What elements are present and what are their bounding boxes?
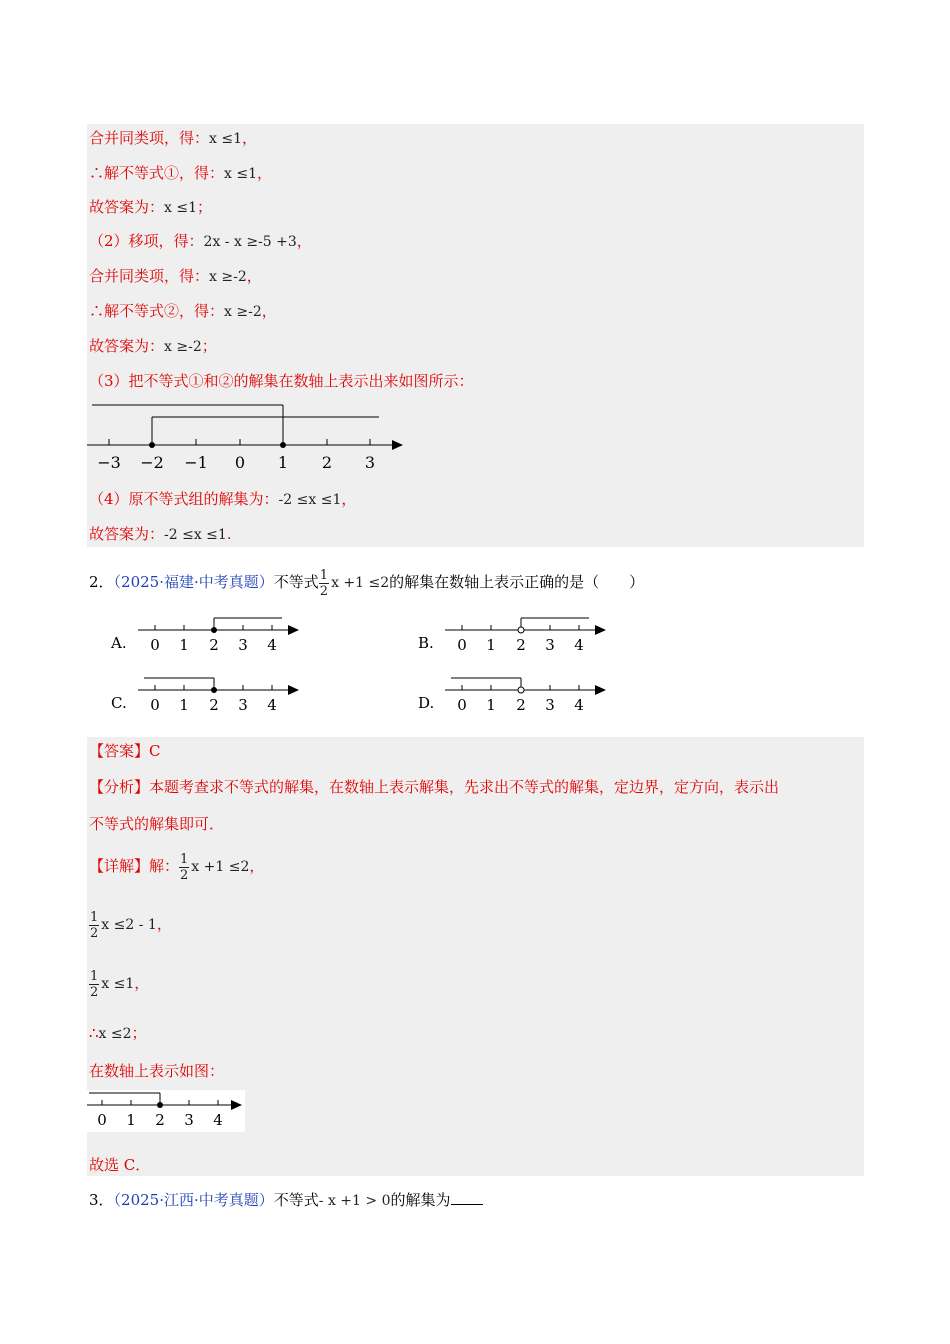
detail-line-3: $\frac{1}{2}$ x ≤1， <box>90 968 150 1000</box>
svg-text:2: 2 <box>209 696 219 714</box>
option-a-label[interactable]: A. <box>111 634 127 652</box>
math-expr: - x +1 > 0 <box>318 1193 391 1209</box>
solution-line-10: 故答案为：-2 ≤x ≤1. <box>89 525 232 543</box>
solution-line-4: （2）移项，得：2x - x ≥-5 +3， <box>89 232 312 250</box>
tick-label: −1 <box>184 453 208 472</box>
svg-text:3: 3 <box>238 636 248 654</box>
tick-label: 0 <box>234 453 246 472</box>
svg-text:2: 2 <box>516 696 526 714</box>
solution-line-6: ∴解不等式②，得：x ≥-2， <box>89 302 277 320</box>
svg-text:4: 4 <box>574 696 584 714</box>
solution-line-8: （3）把不等式①和②的解集在数轴上表示出来如图所示： <box>89 372 474 390</box>
svg-text:2: 2 <box>209 636 219 654</box>
option-b-label[interactable]: B. <box>418 634 434 652</box>
question-3: 3．（2025·江西·中考真题）不等式- x +1 > 0的解集为 <box>89 1190 483 1211</box>
svg-text:4: 4 <box>267 636 277 654</box>
math-expr: x ≤1 <box>164 200 197 216</box>
math-expr: x +1 ≤2 <box>331 575 390 591</box>
tick-label: 3 <box>364 453 376 472</box>
math-expr: 2x - x ≥-5 +3 <box>203 234 297 250</box>
svg-text:1: 1 <box>179 696 189 714</box>
detail-line-4: ∴x ≤2； <box>89 1024 147 1042</box>
option-c-number-line[interactable] <box>138 672 303 717</box>
solution-line-3: 故答案为：x ≤1； <box>89 198 213 216</box>
svg-text:0: 0 <box>457 636 467 654</box>
svg-text:3: 3 <box>184 1111 194 1129</box>
number-line-answer-2 <box>87 1090 245 1132</box>
fraction: $\frac{1}{2}$ <box>180 851 189 883</box>
svg-text:1: 1 <box>486 696 496 714</box>
svg-text:4: 4 <box>213 1111 223 1129</box>
answer-blank[interactable] <box>451 1190 483 1205</box>
math-expr: x +1 ≤2 <box>191 859 250 875</box>
svg-text:3: 3 <box>238 696 248 714</box>
detail-line-5: 在数轴上表示如图： <box>89 1062 225 1080</box>
tick-label: −3 <box>97 453 121 472</box>
svg-text:1: 1 <box>486 636 496 654</box>
tick-label: 1 <box>277 453 289 472</box>
tick-label: −2 <box>140 453 164 472</box>
solution-line-7: 故答案为：x ≥-2； <box>89 337 217 355</box>
detail-line-1: 【详解】解： $\frac{1}{2}$ x +1 ≤2， <box>89 851 265 883</box>
question-2: 2．（2025·福建·中考真题）不等式 $\frac{1}{2}$ x +1 ≤2的解集在数轴上表示正确的是（ ） <box>89 567 645 599</box>
solid-point <box>211 627 217 633</box>
solid-point <box>149 442 155 448</box>
answer-label: 【答案】C <box>89 742 161 760</box>
fraction: $\frac{1}{2}$ <box>319 567 329 599</box>
detail-line-2: $\frac{1}{2}$ x ≤2 - 1， <box>90 909 172 941</box>
number-line-solution-1 <box>87 398 417 478</box>
math-expr: x ≥-2 <box>224 304 262 320</box>
question-source: （2025·福建·中考真题） <box>113 573 274 591</box>
solid-point <box>211 687 217 693</box>
fraction: $\frac{1}{2}$ <box>90 909 99 941</box>
final-answer: 故选 C． <box>89 1156 151 1174</box>
math-expr: x ≤1 <box>101 976 135 992</box>
math-expr: -2 ≤x ≤1 <box>278 492 342 508</box>
solution-line-5: 合并同类项，得：x ≥-2， <box>89 267 262 285</box>
option-a-number-line[interactable] <box>138 612 303 657</box>
hollow-point <box>518 627 524 633</box>
option-d-number-line[interactable] <box>445 672 610 717</box>
option-b-number-line[interactable] <box>445 612 610 657</box>
svg-text:0: 0 <box>150 636 160 654</box>
solid-point <box>157 1102 163 1108</box>
svg-text:1: 1 <box>126 1111 136 1129</box>
svg-text:1: 1 <box>179 636 189 654</box>
svg-text:0: 0 <box>150 696 160 714</box>
analysis-line-2: 不等式的解集即可． <box>89 815 225 833</box>
svg-text:3: 3 <box>545 636 555 654</box>
analysis-line-1: 【分析】本题考查求不等式的解集，在数轴上表示解集，先求出不等式的解集，定边界，定方向，表示出 <box>89 778 780 796</box>
tick-label: 2 <box>321 453 333 472</box>
math-expr: x ≥-2 <box>209 269 247 285</box>
svg-text:2: 2 <box>155 1111 165 1129</box>
question-source: （2025·江西·中考真题） <box>113 1191 274 1209</box>
math-expr: x ≤1 <box>209 131 242 147</box>
math-expr: x ≤2 - 1 <box>101 917 157 933</box>
fraction: $\frac{1}{2}$ <box>90 968 99 1000</box>
solution-line-9: （4）原不等式组的解集为：-2 ≤x ≤1， <box>89 490 357 508</box>
math-expr: -2 ≤x ≤1 <box>164 527 227 543</box>
option-d-label[interactable]: D. <box>418 694 435 712</box>
svg-text:4: 4 <box>267 696 277 714</box>
solution-line-2: ∴解不等式①，得：x ≤1， <box>89 164 273 182</box>
math-expr: x ≥-2 <box>164 339 202 355</box>
solid-point <box>280 442 286 448</box>
svg-text:4: 4 <box>574 636 584 654</box>
svg-text:3: 3 <box>545 696 555 714</box>
option-c-label[interactable]: C. <box>111 694 127 712</box>
math-expr: x ≤1 <box>224 166 257 182</box>
hollow-point <box>518 687 524 693</box>
math-expr: x ≤2 <box>98 1026 132 1042</box>
svg-text:0: 0 <box>97 1111 107 1129</box>
question-number: 2． <box>89 573 114 591</box>
question-number: 3． <box>89 1191 114 1209</box>
svg-text:2: 2 <box>516 636 526 654</box>
solution-line-1: 合并同类项，得：x ≤1， <box>89 129 258 147</box>
svg-text:0: 0 <box>457 696 467 714</box>
